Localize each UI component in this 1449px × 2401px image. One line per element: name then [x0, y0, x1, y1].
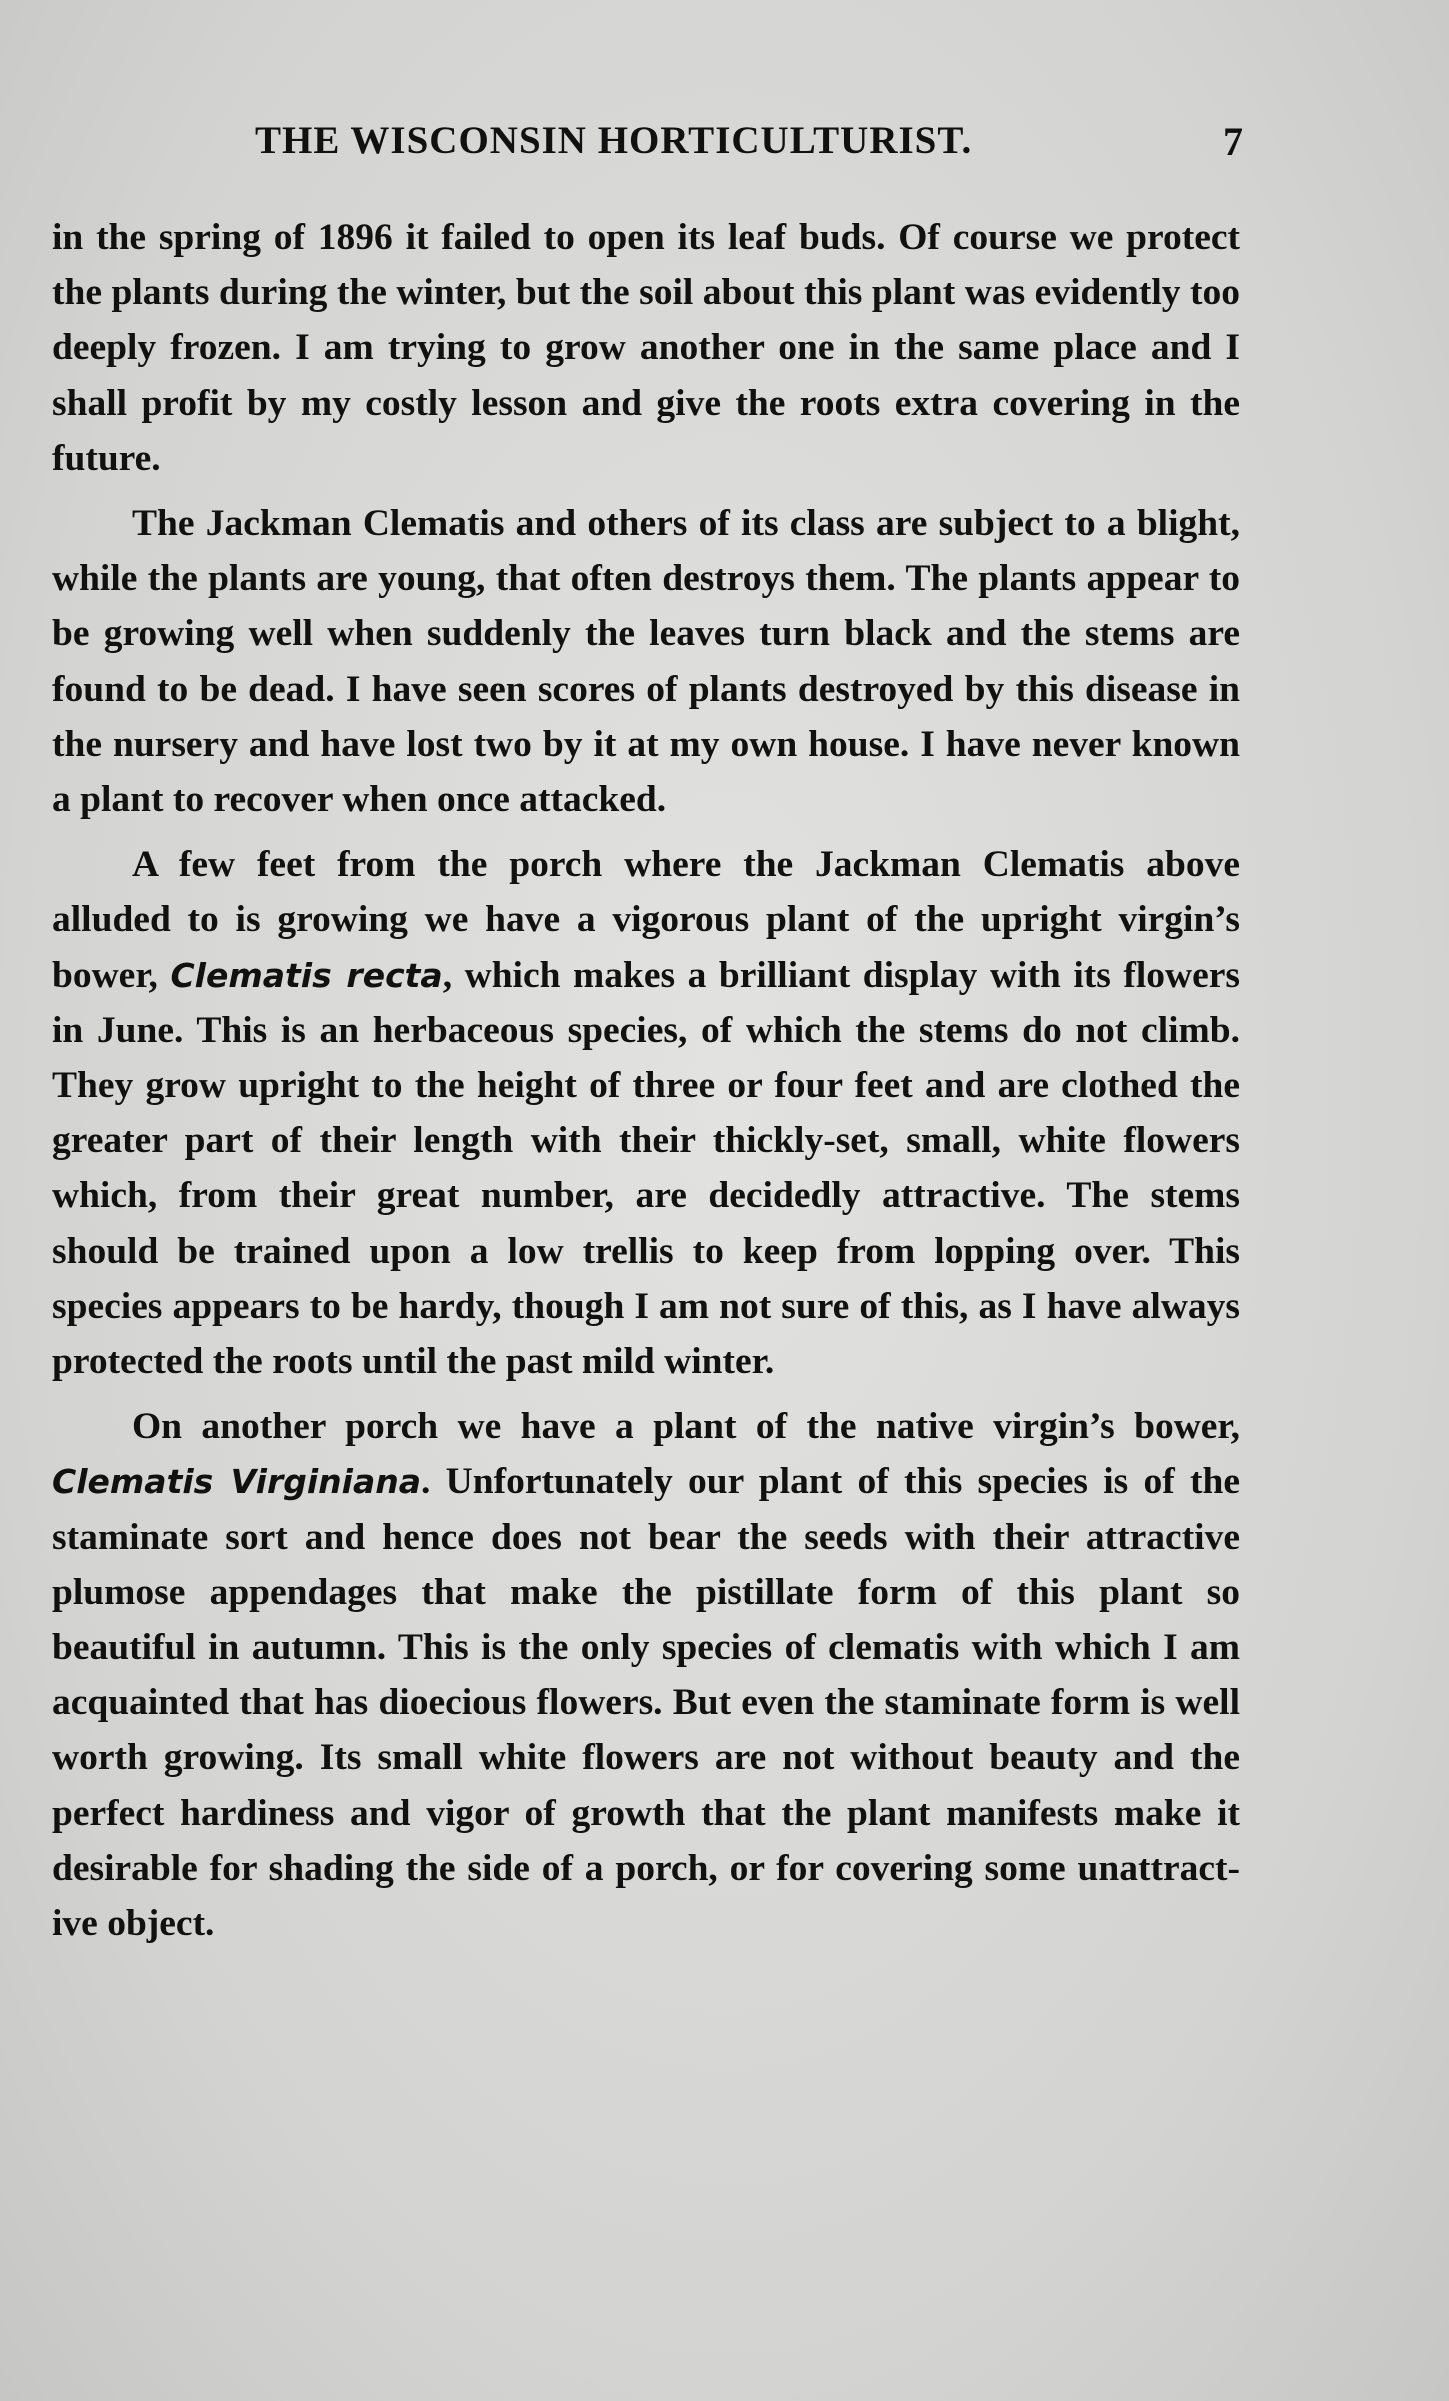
paragraph-3	[52, 837, 1240, 1389]
running-title: THE WISCONSIN HORTICULTURIST.	[255, 119, 973, 162]
paragraph-text: , which makes a brilliant display with its flowers in June. This is an herbaceous species, of which the stems do not climb. They grow upright to the height of three or four feet and are clothed the greater part of their length with their thickly-set, small, white flowers which, from their great number, are decidedly attractive. The stems should be trained upon a low trellis to keep from lopping over. This species appears to be hardy, though I am not sure of this, as I have always protected the roots until the past mild winter.	[52, 954, 1240, 1383]
paragraph-2	[52, 496, 1240, 827]
page-number: 7	[1223, 119, 1243, 164]
paragraph-text: A few feet from the porch where the Jackman Clematis above alluded to is growing we have a vigorous plant of the upright virgin’s bower,	[52, 844, 1240, 996]
paragraph-text: On another porch we have a plant of the native virgin’s bower,	[132, 1406, 1240, 1448]
paragraph-1	[52, 210, 1240, 486]
scientific-name: Clematis Virginiana	[52, 1462, 421, 1502]
body-text	[52, 210, 1240, 1961]
paragraph-text: . Unfortunately our plant of this species is of the staminate sort and hence does not bear the seeds with their attractive plumose appendages that make the pistillate form of this plant so beautiful in autumn. This is the only species of clematis with which I am acquainted that has dioecious flowers. But even the staminate form is well worth growing. Its small white flowers are not without beauty and the perfect hardiness and vigor of growth that the plant manifests make it desirable for shading the side of a porch, or for covering some unattractive object.	[52, 1461, 1240, 1945]
running-head	[60, 118, 1260, 178]
paragraph-text: The Jackman Clematis and others of its class are subject to a blight, while the plants are young, that often destroys them. The plants appear to be growing well when suddenly the leaves turn black and the stems are found to be dead. I have seen scores of plants destroyed by this disease in the nursery and have lost two by it at my own house. I have never known a plant to recover when once attacked.	[52, 503, 1240, 821]
paragraph-4	[52, 1399, 1240, 1951]
scientific-name: Clematis recta	[170, 955, 443, 995]
paragraph-text: in the spring of 1896 it failed to open its leaf buds. Of course we protect the plants during the winter, but the soil about this plant was evidently too deeply frozen. I am trying to grow another one in the same place and I shall profit by my costly lesson and give the roots extra covering in the future.	[52, 217, 1240, 479]
